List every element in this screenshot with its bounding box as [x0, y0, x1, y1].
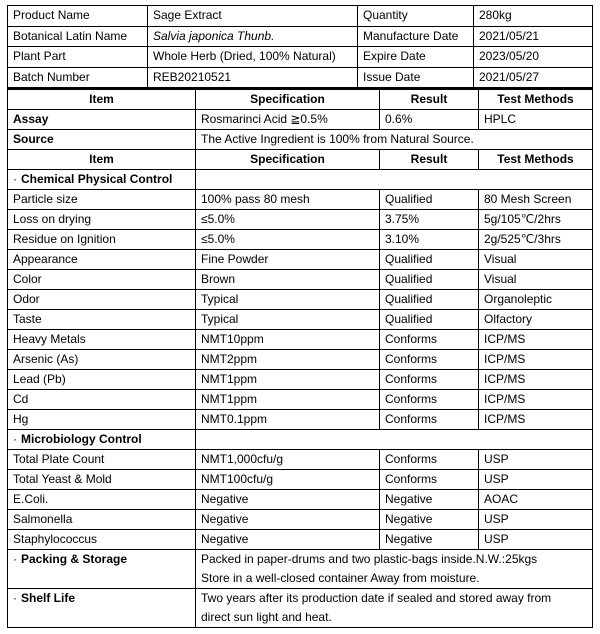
- info-label: Quantity: [358, 6, 474, 27]
- cell-spec: NMT0.1ppm: [196, 410, 380, 430]
- cell-result: Negative: [380, 510, 479, 530]
- section-spacer: [196, 430, 593, 450]
- info-label: Batch Number: [8, 67, 148, 88]
- cell-spec: 100% pass 80 mesh: [196, 190, 380, 210]
- cell-spec: Brown: [196, 270, 380, 290]
- table-row: [8, 330, 593, 350]
- cell-item: Arsenic (As): [8, 350, 196, 370]
- table-row: [8, 450, 593, 470]
- assay-method: HPLC: [479, 110, 593, 130]
- table-row: [8, 490, 593, 510]
- cell-method: USP: [479, 530, 593, 550]
- cell-spec: Fine Powder: [196, 250, 380, 270]
- section-title: [8, 430, 196, 450]
- cell-method: Visual: [479, 270, 593, 290]
- cell-result: Qualified: [380, 290, 479, 310]
- cell-method: USP: [479, 450, 593, 470]
- info-label: Product Name: [8, 6, 148, 27]
- cell-spec: ≤5.0%: [196, 210, 380, 230]
- packing-line-1: Packed in paper-drums and two plastic-bags inside.N.W.:25kgs: [201, 552, 538, 566]
- column-header-result: Result: [380, 89, 479, 110]
- source-row: [8, 130, 593, 150]
- packing-label: [8, 550, 196, 589]
- bullet: ·: [13, 432, 17, 446]
- info-value: REB20210521: [148, 67, 358, 88]
- shelf-life-line-1: Two years after its production date if sealed and stored away from: [201, 591, 552, 605]
- table-row: [8, 470, 593, 490]
- cell-method: USP: [479, 470, 593, 490]
- table-row: [8, 270, 593, 290]
- table-row: [8, 250, 593, 270]
- cell-result: 3.10%: [380, 230, 479, 250]
- column-header-method: Test Methods: [479, 150, 593, 170]
- table-row: [8, 530, 593, 550]
- info-label: Manufacture Date: [358, 26, 474, 47]
- specification-table: [7, 88, 593, 628]
- info-label: Expire Date: [358, 47, 474, 68]
- table-row: [8, 510, 593, 530]
- assay-spec: Rosmarinci Acid ≧0.5%: [196, 110, 380, 130]
- cell-spec: NMT1,000cfu/g: [196, 450, 380, 470]
- cell-spec: NMT2ppm: [196, 350, 380, 370]
- info-row-latin: [8, 26, 593, 47]
- table-row: [8, 190, 593, 210]
- column-header-item: Item: [8, 89, 196, 110]
- packing-label-text: Packing & Storage: [21, 552, 128, 566]
- column-header-row: [8, 89, 593, 110]
- cell-result: Conforms: [380, 390, 479, 410]
- cell-spec: NMT100cfu/g: [196, 470, 380, 490]
- info-row-batch: [8, 67, 593, 88]
- cell-method: ICP/MS: [479, 350, 593, 370]
- shelf-life-label-text: Shelf Life: [21, 591, 76, 605]
- cell-result: Qualified: [380, 190, 479, 210]
- section-spacer: [196, 170, 593, 190]
- cell-item: Taste: [8, 310, 196, 330]
- section-chemical-physical: [8, 170, 593, 190]
- cell-method: ICP/MS: [479, 370, 593, 390]
- cell-item: Color: [8, 270, 196, 290]
- info-value: Whole Herb (Dried, 100% Natural): [148, 47, 358, 68]
- assay-label: Assay: [8, 110, 196, 130]
- assay-result: 0.6%: [380, 110, 479, 130]
- table-row: [8, 230, 593, 250]
- cell-method: AOAC: [479, 490, 593, 510]
- bullet: ·: [13, 552, 17, 566]
- cell-result: Conforms: [380, 470, 479, 490]
- column-header-spec: Specification: [196, 150, 380, 170]
- cell-item: Loss on drying: [8, 210, 196, 230]
- cell-item: Residue on Ignition: [8, 230, 196, 250]
- product-info-table: [7, 5, 593, 88]
- shelf-life-line-2: direct sun light and heat.: [201, 610, 332, 624]
- section-microbiology: [8, 430, 593, 450]
- cell-result: Negative: [380, 530, 479, 550]
- info-value: Sage Extract: [148, 6, 358, 27]
- cell-spec: Negative: [196, 510, 380, 530]
- info-value: 2021/05/27: [474, 67, 593, 88]
- cell-method: 5g/105℃/2hrs: [479, 210, 593, 230]
- cell-item: Particle size: [8, 190, 196, 210]
- table-row: [8, 310, 593, 330]
- source-label: Source: [8, 130, 196, 150]
- cell-spec: NMT1ppm: [196, 370, 380, 390]
- cell-spec: ≤5.0%: [196, 230, 380, 250]
- packing-text: [196, 550, 593, 589]
- cell-result: Qualified: [380, 270, 479, 290]
- cell-method: Olfactory: [479, 310, 593, 330]
- table-row: [8, 370, 593, 390]
- column-header-spec: Specification: [196, 89, 380, 110]
- cell-spec: Negative: [196, 530, 380, 550]
- cell-spec: Typical: [196, 290, 380, 310]
- assay-row: [8, 110, 593, 130]
- cell-result: Conforms: [380, 330, 479, 350]
- info-label: Plant Part: [8, 47, 148, 68]
- cell-item: Total Plate Count: [8, 450, 196, 470]
- shelf-life-label: [8, 589, 196, 628]
- cell-spec: Negative: [196, 490, 380, 510]
- info-row-plant: [8, 47, 593, 68]
- info-row-product: [8, 6, 593, 27]
- cell-result: Qualified: [380, 250, 479, 270]
- cell-item: Heavy Metals: [8, 330, 196, 350]
- cell-item: Salmonella: [8, 510, 196, 530]
- section-title-text: Chemical Physical Control: [21, 172, 173, 186]
- column-header-result: Result: [380, 150, 479, 170]
- cell-item: Hg: [8, 410, 196, 430]
- info-label: Botanical Latin Name: [8, 26, 148, 47]
- info-value: 2023/05/20: [474, 47, 593, 68]
- cell-item: Cd: [8, 390, 196, 410]
- cell-method: 80 Mesh Screen: [479, 190, 593, 210]
- cell-result: Conforms: [380, 370, 479, 390]
- cell-spec: NMT1ppm: [196, 390, 380, 410]
- cell-result: Conforms: [380, 350, 479, 370]
- table-row: [8, 410, 593, 430]
- cell-result: Negative: [380, 490, 479, 510]
- source-text: The Active Ingredient is 100% from Natural Source.: [196, 130, 593, 150]
- cell-item: Total Yeast & Mold: [8, 470, 196, 490]
- table-row: [8, 390, 593, 410]
- shelf-life-row: [8, 589, 593, 628]
- table-row: [8, 210, 593, 230]
- column-header-item: Item: [8, 150, 196, 170]
- cell-result: Conforms: [380, 410, 479, 430]
- cell-item: Odor: [8, 290, 196, 310]
- cell-result: Conforms: [380, 450, 479, 470]
- table-row: [8, 290, 593, 310]
- info-value: 2021/05/21: [474, 26, 593, 47]
- cell-item: E.Coli.: [8, 490, 196, 510]
- bullet: ·: [13, 591, 17, 605]
- cell-method: Organoleptic: [479, 290, 593, 310]
- cell-item: Staphylococcus: [8, 530, 196, 550]
- cell-item: Appearance: [8, 250, 196, 270]
- column-header-row: [8, 150, 593, 170]
- bullet: ·: [13, 172, 17, 186]
- cell-result: Qualified: [380, 310, 479, 330]
- shelf-life-text: [196, 589, 593, 628]
- cell-method: ICP/MS: [479, 330, 593, 350]
- cell-result: 3.75%: [380, 210, 479, 230]
- column-header-method: Test Methods: [479, 89, 593, 110]
- info-label: Issue Date: [358, 67, 474, 88]
- cell-method: ICP/MS: [479, 390, 593, 410]
- cell-method: Visual: [479, 250, 593, 270]
- cell-method: 2g/525℃/3hrs: [479, 230, 593, 250]
- cell-spec: NMT10ppm: [196, 330, 380, 350]
- cell-method: USP: [479, 510, 593, 530]
- cell-method: ICP/MS: [479, 410, 593, 430]
- cell-spec: Typical: [196, 310, 380, 330]
- cell-item: Lead (Pb): [8, 370, 196, 390]
- info-value-latin-name: Salvia japonica Thunb.: [148, 26, 358, 47]
- section-title-text: Microbiology Control: [21, 432, 142, 446]
- table-row: [8, 350, 593, 370]
- section-title: [8, 170, 196, 190]
- packing-row: [8, 550, 593, 589]
- packing-line-2: Store in a well-closed container Away from moisture.: [201, 571, 480, 585]
- info-value: 280kg: [474, 6, 593, 27]
